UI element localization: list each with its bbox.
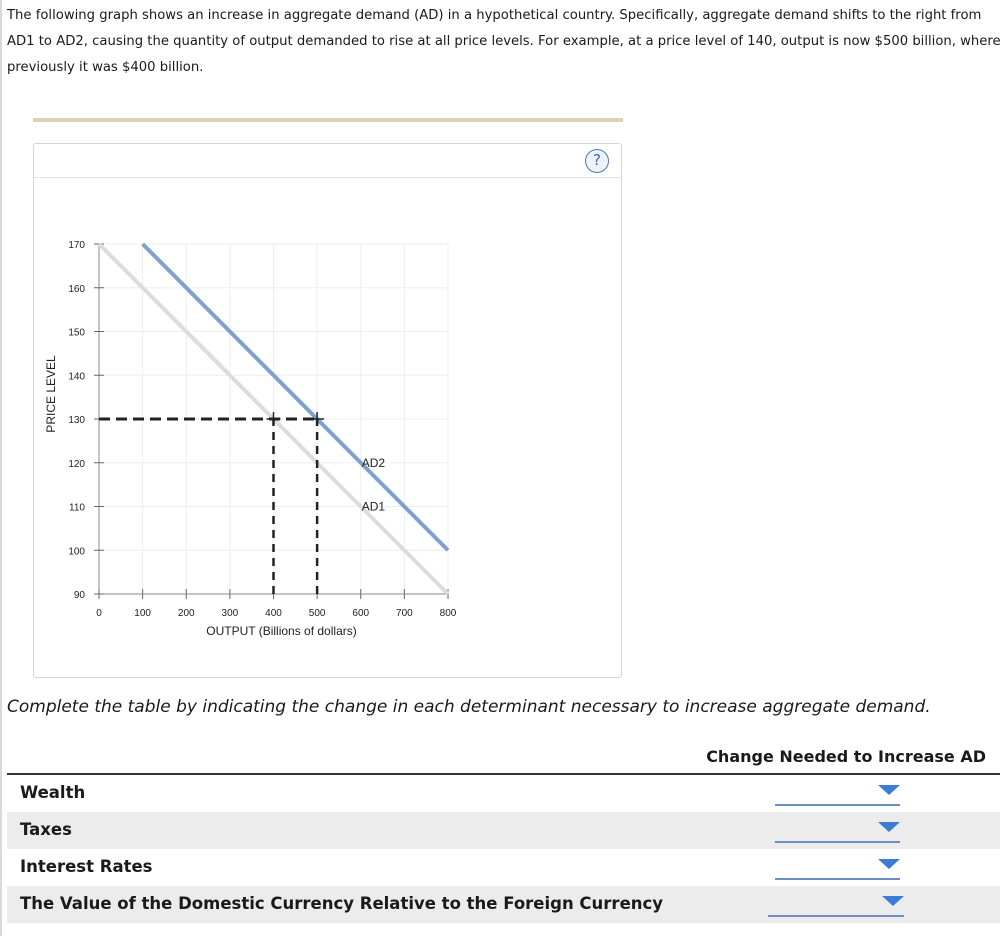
row-label-taxes: Taxes [20, 820, 72, 839]
row-label-interest-rates: Interest Rates [20, 857, 153, 876]
dropdown-underline [775, 841, 900, 843]
y-tick-label: 140 [68, 371, 85, 383]
x-tick-label: 400 [265, 608, 282, 619]
help-button[interactable]: ? [585, 149, 609, 173]
dropdown-currency-value[interactable] [768, 888, 904, 920]
y-axis-title: PRICE LEVEL [44, 355, 58, 433]
y-tick-label: 160 [68, 283, 85, 295]
dropdown-underline [768, 915, 904, 917]
y-tick-label: 130 [68, 415, 85, 426]
chevron-down-icon [878, 859, 900, 869]
table-row-interest-rates [7, 849, 1000, 886]
ad-chart [34, 144, 621, 677]
series-label-ad1: AD1 [361, 499, 386, 514]
dropdown-wealth[interactable] [775, 777, 900, 809]
row-label-wealth: Wealth [20, 783, 86, 802]
x-tick-label: 0 [96, 608, 102, 619]
row-label-currency-value: The Value of the Domestic Currency Relative to the Foreign Currency [20, 894, 664, 913]
y-tick-label: 120 [68, 458, 85, 470]
table-row-wealth [7, 775, 1000, 812]
section-divider [33, 118, 623, 122]
dropdown-interest-rates[interactable] [775, 851, 900, 883]
table-column-header: Change Needed to Increase AD [706, 747, 986, 766]
dropdown-underline [775, 878, 900, 880]
x-tick-label: 200 [177, 608, 195, 619]
chevron-down-icon [878, 822, 900, 832]
x-tick-label: 800 [439, 608, 457, 619]
y-tick-label: 150 [68, 327, 85, 339]
graph-panel [33, 143, 622, 678]
x-tick-label: 300 [221, 608, 239, 619]
series-label-ad2: AD2 [361, 455, 386, 470]
instruction-text: Complete the table by indicating the change in each determinant necessary to increase aggregate demand. [7, 697, 931, 717]
x-tick-label: 700 [396, 608, 413, 619]
intro-text: The following graph shows an increase in aggregate demand (AD) in a hypothetical country. Specifically, aggregate demand shifts to the right from AD1 to AD2, causing the quantity of output demanded to rise at all price levels. For example, at a price level of 140, output is now $500 billion, where previously it was $400 billion. [7, 8, 1001, 75]
y-tick-label: 100 [68, 546, 85, 558]
y-tick-label: 110 [69, 502, 85, 514]
chevron-down-icon [878, 785, 900, 795]
x-tick-label: 500 [308, 608, 326, 619]
dropdown-underline [775, 804, 900, 806]
y-tick-label: 170 [68, 240, 85, 251]
x-axis-title: OUTPUT (Billions of dollars) [206, 624, 357, 638]
chevron-down-icon [882, 896, 904, 906]
dropdown-taxes[interactable] [775, 814, 900, 846]
table-row-taxes [7, 812, 1000, 849]
x-tick-label: 100 [134, 608, 151, 619]
y-tick-label: 90 [73, 590, 85, 601]
table-row-currency-value [7, 886, 1000, 923]
left-border [0, 0, 2, 936]
series-line-ad2 [143, 244, 448, 550]
x-tick-label: 600 [352, 608, 370, 619]
